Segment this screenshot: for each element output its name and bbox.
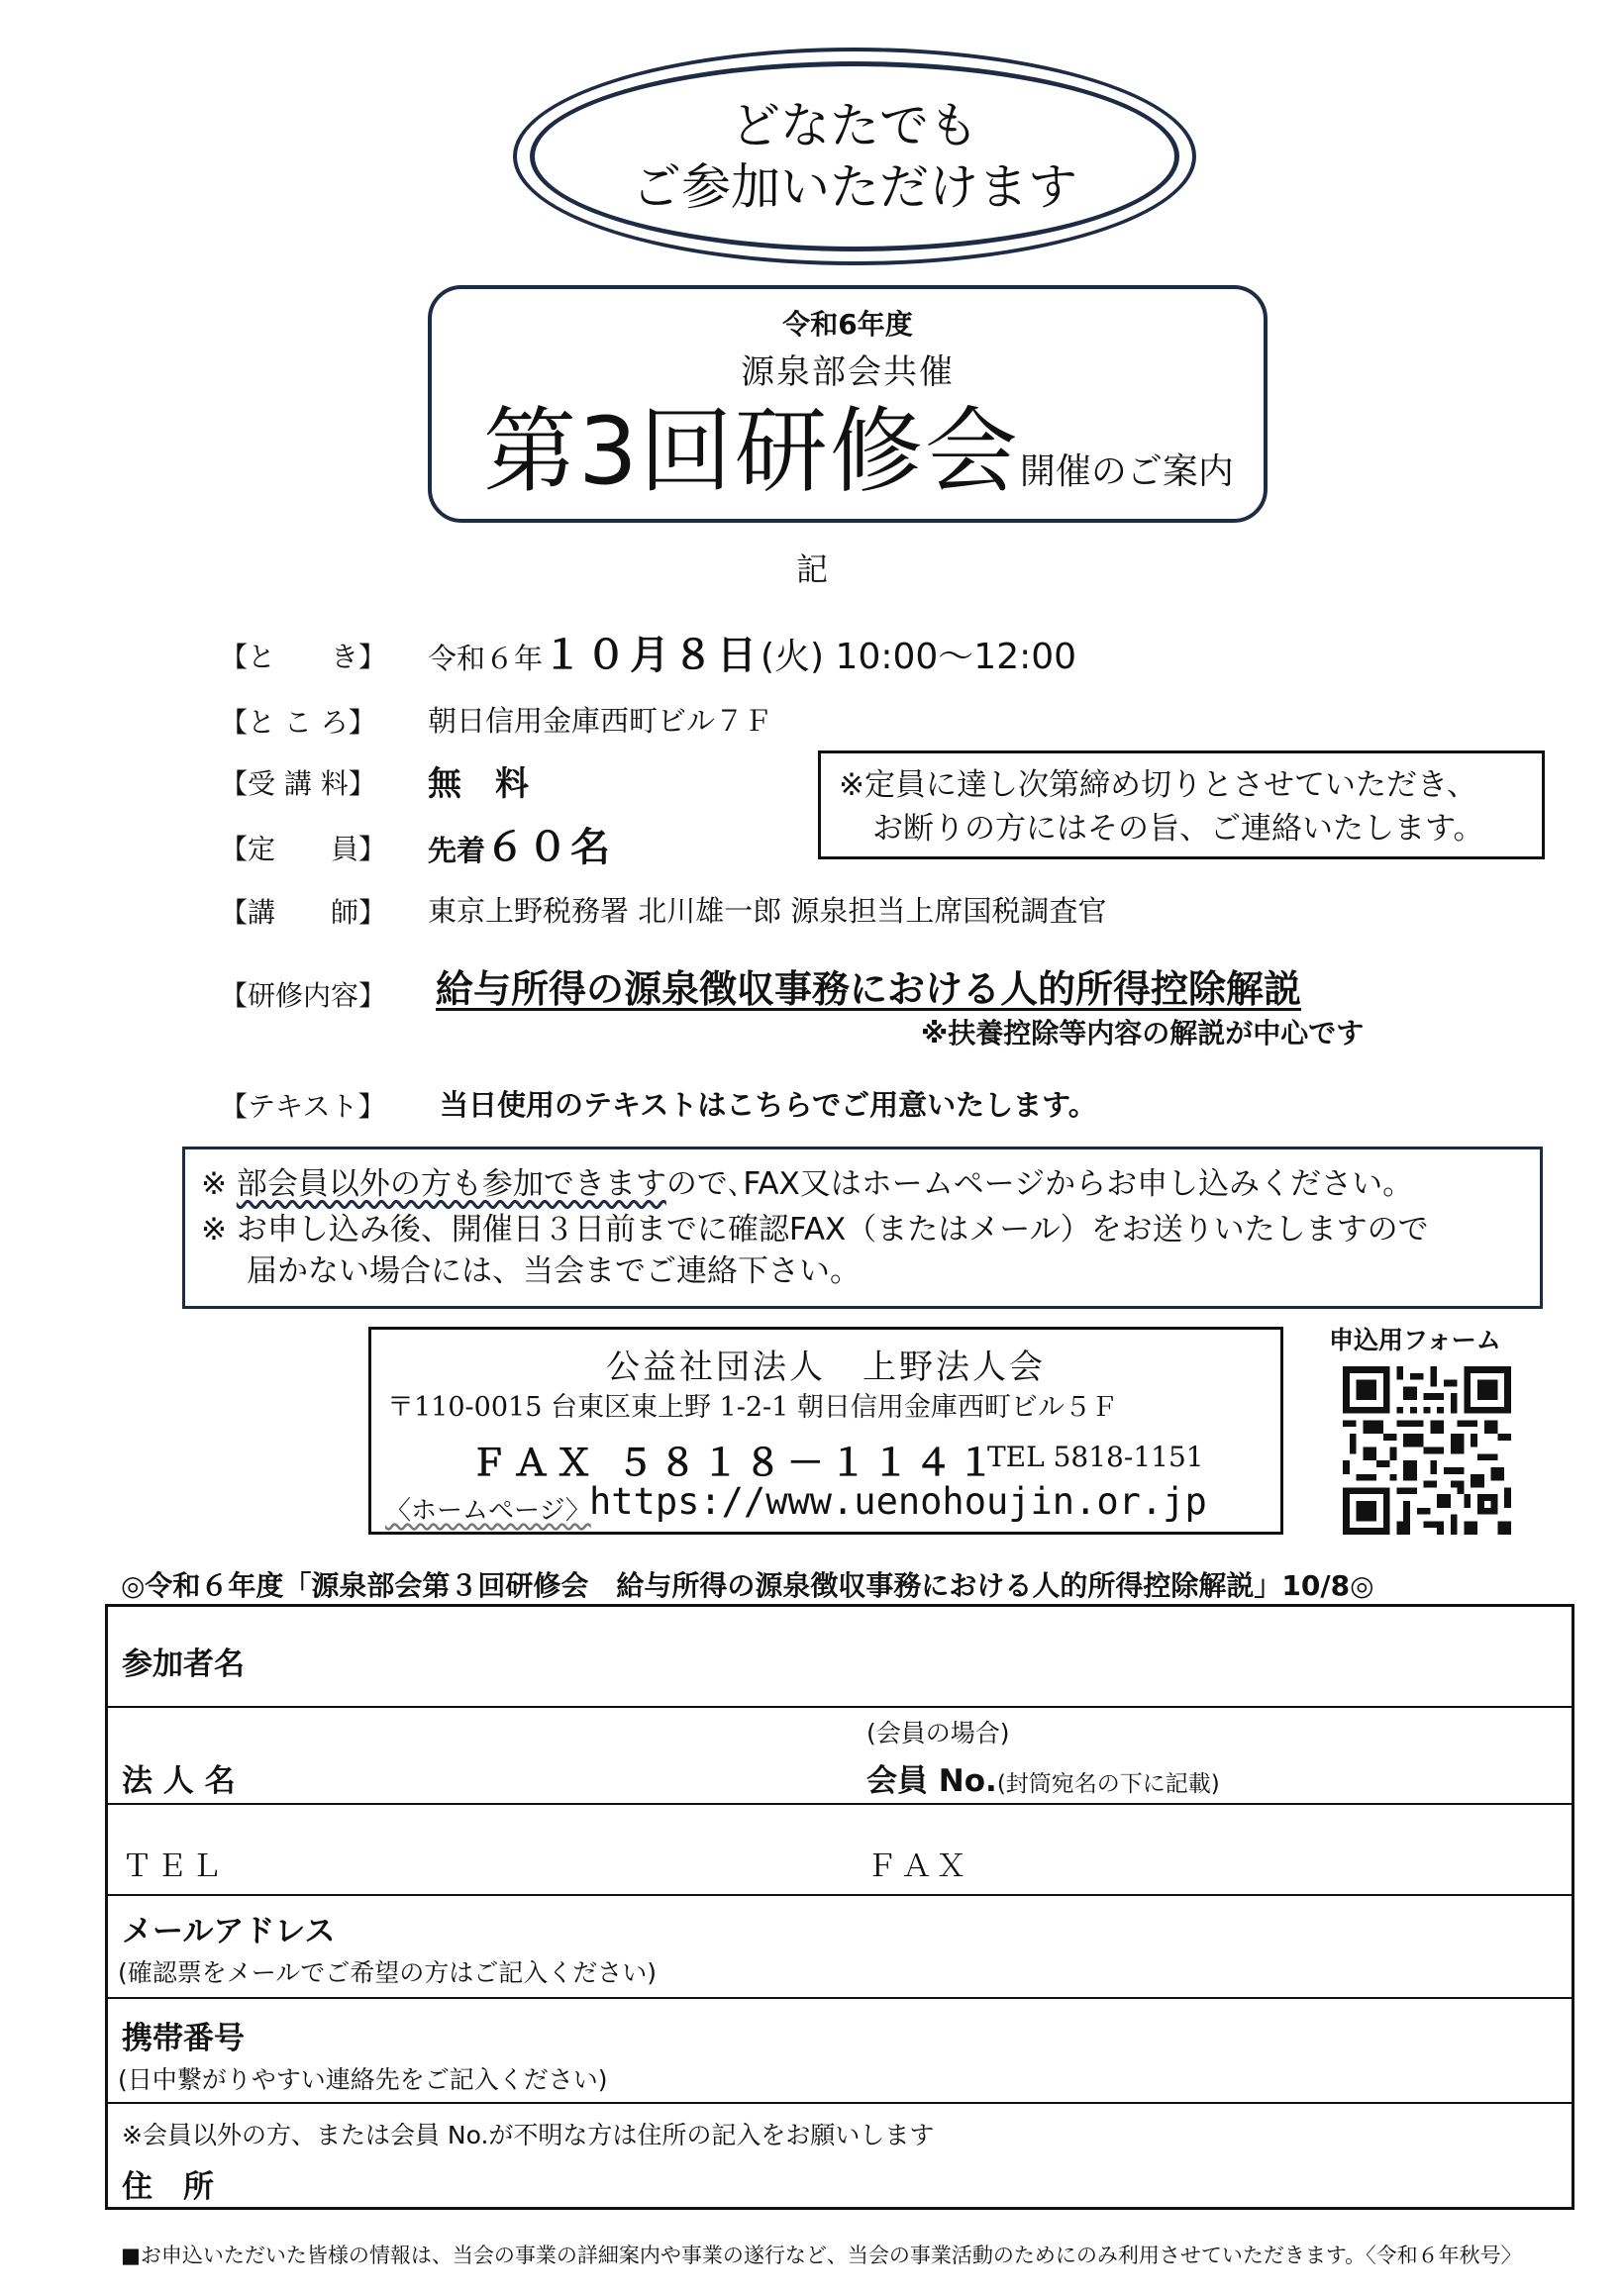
mail-note: (確認票をメールでご希望の方はご記入ください) <box>118 1958 658 1987</box>
form-divider <box>108 1894 1572 1896</box>
text-value: 当日使用のテキストはこちらでご用意いたします。 <box>440 1088 1097 1122</box>
member-no-note: (封筒宛名の下に記載) <box>996 1771 1220 1797</box>
form-divider <box>108 1803 1572 1805</box>
jukoryo-label: 【受 講 料】 <box>220 767 376 800</box>
title-box <box>428 285 1268 523</box>
privacy-footer: ■お申込いただいた皆様の情報は、当会の事業の詳細案内や事業の遂行など、当会の事業活動のためにのみ利用させていただきます。〈令和６年秋号〉 <box>121 2244 1522 2267</box>
org-tel: TEL 5818-1151 <box>987 1441 1204 1473</box>
tokoro-label: 【と こ ろ】 <box>220 706 376 739</box>
jukoryo-value: 無 料 <box>428 764 529 804</box>
notice-box <box>818 750 1545 859</box>
member-case-note: (会員の場合) <box>866 1719 1010 1747</box>
mobile-label: 携帯番号 <box>122 2021 245 2056</box>
toki-rest: (火) 10:00～12:00 <box>761 637 1077 677</box>
koshi-label: 【講 師】 <box>220 896 387 929</box>
toki-prefix: 令和６年 <box>428 642 544 675</box>
org-homepage-url[interactable]: https://www.uenohoujin.or.jp <box>589 1480 1207 1523</box>
tokoro-value: 朝日信用金庫西町ビル７Ｆ <box>428 704 773 738</box>
qr-label: 申込用フォーム <box>1329 1326 1501 1354</box>
naiyou-value: 給与所得の源泉徴収事務における人的所得控除解説 <box>436 967 1302 1011</box>
form-divider <box>108 2102 1572 2104</box>
teiin-prefix: 先着 <box>428 834 486 867</box>
ki-heading: 記 <box>795 550 828 588</box>
org-name: 公益社団法人 上野法人会 <box>606 1348 1046 1387</box>
form-divider <box>108 1997 1572 1999</box>
caution-line3: 届かない場合には、当会までご連絡下さい。 <box>247 1253 861 1289</box>
caution-mark: ※ <box>201 1166 227 1202</box>
title-suffix: 開催のご案内 <box>1019 451 1234 492</box>
fax-label: ＦＡＸ <box>866 1848 970 1884</box>
caution-line1-rest: ので､FAX又はホームページからお申し込みください｡ <box>665 1166 1398 1202</box>
toki-value <box>428 624 1076 680</box>
form-divider <box>108 1706 1572 1708</box>
title-main-row <box>483 398 1234 507</box>
caution-line1 <box>201 1163 1540 1205</box>
banner-line2: ご参加いただけます <box>632 158 1077 216</box>
toki-date: １０月８日 <box>543 633 761 678</box>
banner-oval <box>530 61 1179 251</box>
naiyou-label: 【研修内容】 <box>220 979 387 1012</box>
caution-emphasis: 部会員以外の方も参加できます <box>236 1166 666 1202</box>
participant-label: 参加者名 <box>122 1647 245 1682</box>
org-fax: ＦＡＸ ５８１８－１１４１ <box>470 1442 1000 1484</box>
caution-line2-text: お申し込み後、開催日３日前までに確認FAX（またはメール）をお送りいたしますので <box>236 1212 1429 1248</box>
tel-label: ＴＥＬ <box>122 1848 226 1884</box>
banner-line1: どなたでも <box>731 97 978 154</box>
caution-line2 <box>201 1209 1540 1250</box>
teiin-label: 【定 員】 <box>220 833 387 865</box>
member-no-text: 会員 No. <box>866 1763 997 1799</box>
caution-mark-2: ※ <box>201 1212 227 1248</box>
address-label: 住 所 <box>122 2169 214 2205</box>
text-label: 【テキスト】 <box>220 1090 386 1123</box>
title-cohost: 源泉部会共催 <box>741 352 955 392</box>
address-note: ※会員以外の方、または会員 No.が不明な方は住所の記入をお願いします <box>122 2121 935 2149</box>
title-year: 令和6年度 <box>782 308 913 341</box>
koshi-value: 東京上野税務署 北川雄一郎 源泉担当上席国税調査官 <box>428 894 1107 928</box>
application-form <box>105 1604 1574 2210</box>
org-box <box>368 1327 1283 1535</box>
org-homepage-label: 〈ホームページ〉 <box>385 1496 591 1526</box>
teiin-value <box>428 816 613 872</box>
qr-code-icon[interactable] <box>1343 1366 1511 1535</box>
form-title: ◎令和６年度「源泉部会第３回研修会 給与所得の源泉徴収事務における人的所得控除解説」10/8◎ <box>121 1569 1374 1602</box>
caution-box <box>182 1147 1543 1309</box>
naiyou-note: ※扶養控除等内容の解説が中心です <box>921 1017 1365 1049</box>
mobile-note: (日中繋がりやすい連絡先をご記入ください) <box>118 2065 608 2094</box>
toki-label: 【と き】 <box>220 641 387 673</box>
corp-name-label: 法 人 名 <box>122 1763 236 1799</box>
title-main: 第3回研修会 <box>483 398 1020 506</box>
mail-label: メールアドレス <box>122 1914 336 1949</box>
notice-line2: お断りの方にはその旨、ご連絡いたします。 <box>872 811 1484 847</box>
notice-line1: ※定員に達し次第締め切りとさせていただき、 <box>839 767 1477 803</box>
org-address: 〒110-0015 台東区東上野 1-2-1 朝日信用金庫西町ビル５Ｆ <box>387 1392 1118 1423</box>
member-no-label <box>866 1755 1220 1800</box>
teiin-count: ６０名 <box>485 825 614 870</box>
